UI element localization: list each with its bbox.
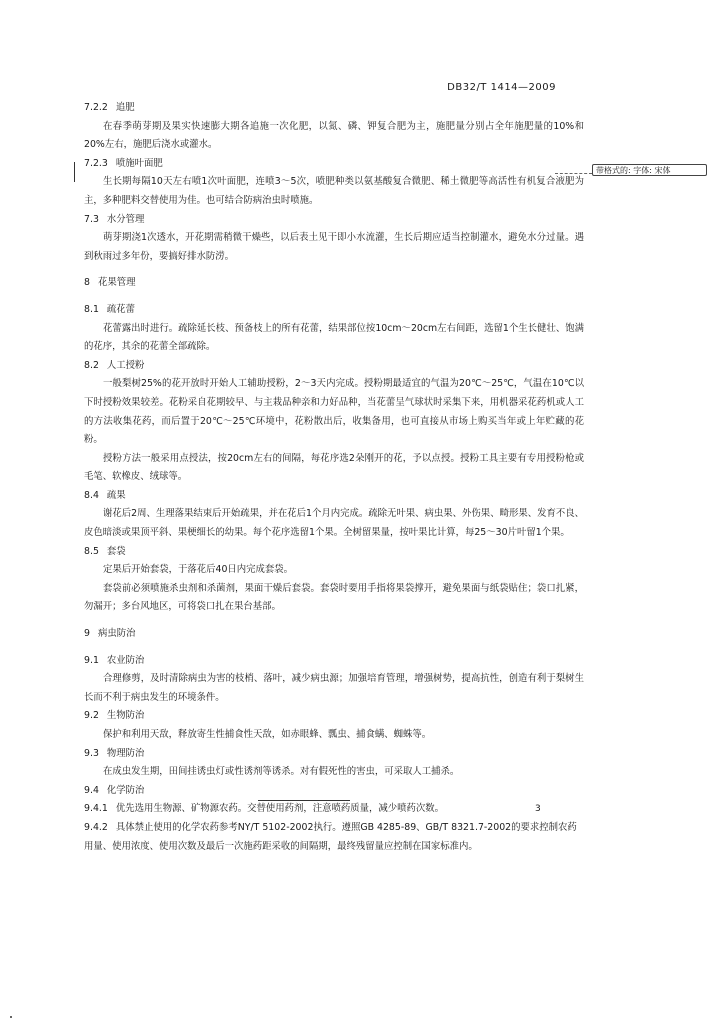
- section-number: 9.3: [84, 747, 99, 759]
- paragraph: 萌芽期浇1次透水，开花期需稍微干燥些，以后表土见干即小水流灌，生长后期应适当控制灌水，避免水分过量。遇到秋雨过多年份，要搞好排水防涝。: [84, 232, 584, 262]
- standard-code: DB32/T 1414—2009: [447, 82, 556, 93]
- section-number: 8.2: [84, 359, 99, 371]
- section-heading: [84, 652, 584, 671]
- section-heading: [84, 543, 584, 562]
- section-title: 花果管理: [97, 277, 136, 289]
- section-heading: [84, 707, 584, 726]
- footer-rule: [258, 800, 350, 801]
- section-heading: [84, 99, 584, 118]
- section-heading: [84, 301, 584, 320]
- paragraph: 定果后开始套袋，于落花后40日内完成套袋。: [103, 564, 294, 576]
- paragraph: 花蕾露出时进行。疏除延长枝、预备枝上的所有花蕾，结果部位按10cm～20cm左右间距，选留1个生长健壮、饱满的花序，其余的花蕾全部疏除。: [84, 322, 584, 353]
- section-number: 8.1: [84, 303, 99, 315]
- section-title: 追肥: [115, 102, 135, 113]
- paragraph: 授粉方法一般采用点授法，按20cm左右的间隔，每花序选2朵刚开的花，予以点授。授粉工具主要有专用授粉枪或毛笔、软橡皮、绒球等。: [84, 452, 584, 483]
- section-title: 人工授粉: [106, 359, 145, 371]
- change-bar: [74, 162, 75, 182]
- section-heading: [84, 800, 584, 819]
- format-comment-balloon[interactable]: 带格式的: 字体: 宋体: [592, 164, 707, 176]
- section-heading: [84, 155, 584, 174]
- section-heading: [84, 625, 584, 644]
- paragraph: 套袋前必须喷施杀虫剂和杀菌剂，果面干燥后套袋。套袋时要用手指将果袋撑开，避免果面与纸袋贴住；袋口扎紧，勿漏开；多台风地区，可将袋口扎在果台基部。: [84, 582, 584, 613]
- section-heading: [84, 274, 584, 293]
- section-number: 9.4: [84, 784, 99, 796]
- paragraph: 在春季萌芽期及果实快速膨大期各追施一次化肥，以氮、磷、钾复合肥为主，施肥量分别占全年施肥量的10%和20%左右，施肥后浇水或灌水。: [84, 120, 584, 151]
- section-title: 疏花蕾: [106, 303, 136, 315]
- section-number: 9.4.1: [84, 803, 108, 815]
- scan-speck: [10, 1016, 12, 1018]
- page-number: 3: [535, 804, 541, 814]
- section-heading: [84, 211, 584, 230]
- section-number: 7.2.2: [84, 102, 108, 113]
- section-number: 9.4.2: [84, 821, 108, 833]
- section-heading: [84, 487, 584, 506]
- section-title: 农业防治: [106, 654, 145, 666]
- section-title: 疏果: [106, 489, 126, 501]
- paragraph: 一般梨树25%的花开放时开始人工辅助授粉，2～3天内完成。授粉期最适宜的气温为20℃～25℃，气温在10℃以下时授粉效果较差。花粉采自花期较早、与主栽品种亲和力好品种，当花蕾呈气球状时采集下来，用机器采花药机或人工的方法收集花药，而后置于20℃～25℃环境中，花粉散出后，收集备用，也可直接从市场上购买当年或上年贮藏的花粉。: [84, 378, 584, 446]
- section-number: 9.1: [84, 654, 99, 666]
- document-body: [84, 99, 584, 856]
- section-title: 水分管理: [106, 213, 145, 225]
- section-title: 优先选用生物源、矿物源农药。交替使用药剂，注意喷药质量，减少喷药次数。: [115, 803, 444, 815]
- section-title: 喷施叶面肥: [115, 157, 163, 169]
- section-number: 7.3: [84, 213, 99, 225]
- section-heading: [84, 357, 584, 376]
- section-number: 8.4: [84, 489, 99, 501]
- paragraph: 谢花后2周、生理落果结束后开始疏果，并在花后1个月内完成。疏除无叶果、病虫果、外伤果、畸形果、发育不良、皮色暗淡或果顶平斜、果梗细长的幼果。每个花序选留1个果。全树留果量，按叶果比计算，每25～30片叶留1个果。: [84, 508, 584, 539]
- section-number: 8.5: [84, 545, 99, 557]
- section-title: 具体禁止使用的化学农药参考NY/T 5102-2002执行。遵照GB 4285-89、GB/T 8321.7-2002的要求控制农药用量、使用浓度、使用次数及最后一次施药距采收的间隔期，最终残留量应控制在国家标准内。: [84, 821, 577, 852]
- section-number: 8: [84, 277, 90, 289]
- section-title: 物理防治: [106, 747, 145, 759]
- section-heading: [84, 782, 584, 801]
- section-title: 病虫防治: [97, 628, 136, 640]
- section-heading: [84, 745, 584, 764]
- section-number: 9: [84, 628, 90, 640]
- paragraph: 在成虫发生期，田间挂诱虫灯或性诱剂等诱杀。对有假死性的害虫，可采取人工捕杀。: [103, 766, 460, 778]
- section-number: 9.2: [84, 710, 99, 722]
- section-title: 化学防治: [106, 784, 145, 796]
- paragraph: 生长期每隔10天左右喷1次叶面肥，连喷3～5次，喷肥种类以氨基酸复合微肥、稀土微肥等高活性有机复合液肥为主，多种肥料交替使用为佳。也可结合防病治虫时喷施。: [84, 176, 584, 206]
- section-title: 套袋: [106, 545, 126, 557]
- paragraph: 合理修剪，及时清除病虫为害的枝梢、落叶，减少病虫源；加强培育管理，增强树势，提高抗性，创造有利于梨树生长而不利于病虫发生的环境条件。: [84, 673, 584, 703]
- section-heading: [84, 819, 584, 856]
- section-title: 生物防治: [106, 710, 145, 722]
- paragraph: 保护和利用天敌，释放寄生性捕食性天敌，如赤眼蜂、瓢虫、捕食螨、蜘蛛等。: [103, 729, 432, 740]
- section-number: 7.2.3: [84, 157, 108, 169]
